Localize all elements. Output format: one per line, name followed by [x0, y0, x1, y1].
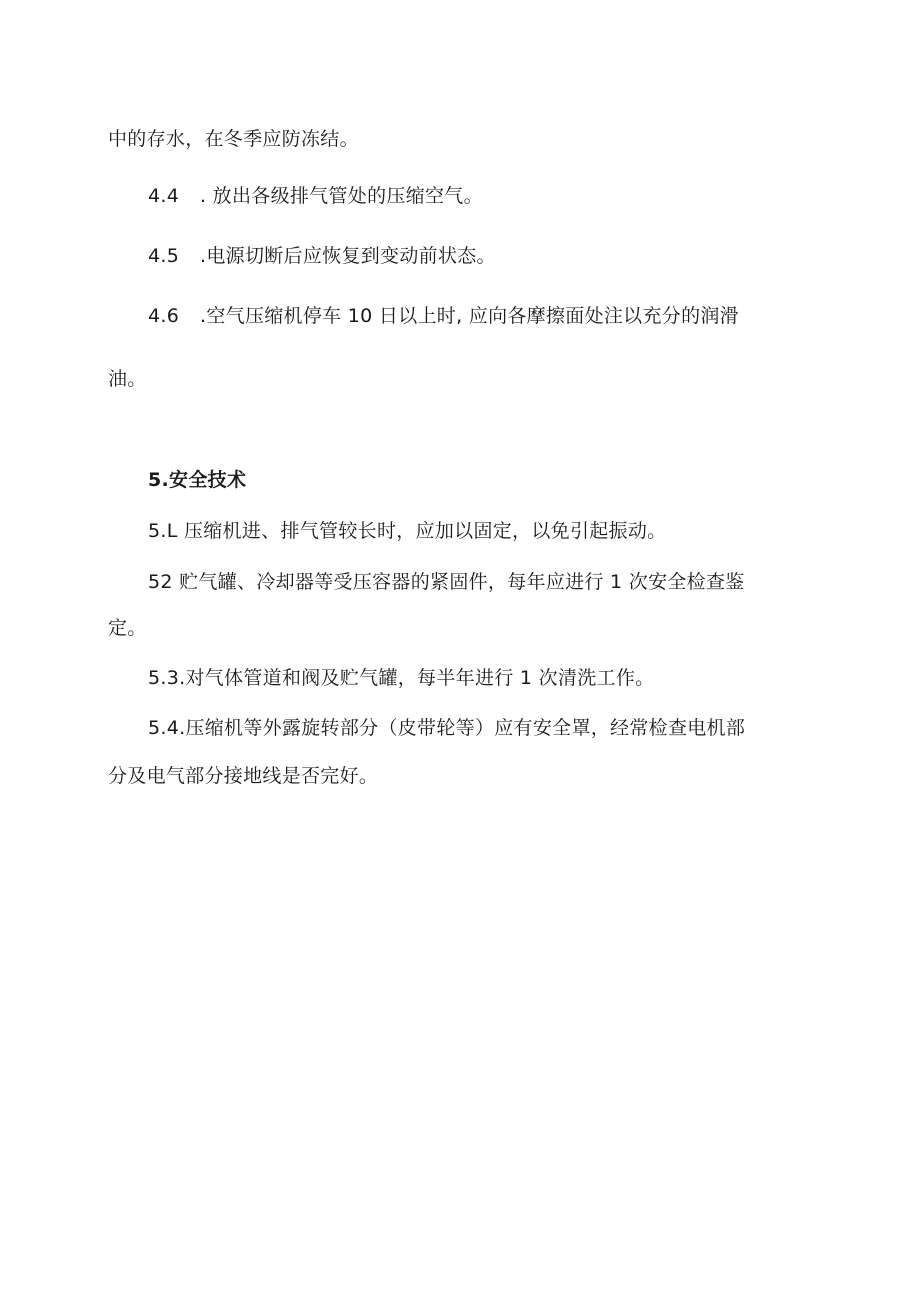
paragraph-continuation — [108, 127, 359, 151]
item-text: . 放出各级排气管处的压缩空气。 — [200, 185, 483, 207]
section-heading — [148, 468, 246, 492]
heading-text: 5.安全技术 — [148, 469, 247, 491]
item-text: .空气压缩机停车 10 日以上时, 应向各摩擦面处注以充分的润滑 — [200, 305, 739, 327]
item-5-3 — [148, 666, 654, 690]
text: 油。 — [108, 368, 147, 390]
item-4-6-continuation — [108, 367, 147, 391]
text: 分及电气部分接地线是否完好。 — [108, 765, 379, 787]
text: 中的存水，在冬季应防冻结。 — [108, 128, 359, 150]
item-text: 5.L 压缩机进、排气管较长时，应加以固定，以免引起振动。 — [148, 520, 667, 542]
item-number: 4.5 — [148, 245, 180, 267]
item-5-1 — [148, 519, 666, 543]
item-number: 4.4 — [148, 185, 180, 207]
item-4-4 — [148, 184, 483, 208]
item-4-5 — [148, 244, 496, 268]
item-text: 5.4.压缩机等外露旋转部分（皮带轮等）应有安全罩，经常检查电机部 — [148, 717, 746, 739]
item-5-4-continuation — [108, 764, 378, 788]
item-5-2-continuation — [108, 616, 147, 640]
text: 定。 — [108, 617, 147, 639]
item-number: 4.6 — [148, 305, 180, 327]
item-4-6 — [148, 304, 739, 328]
item-text: .电源切断后应恢复到变动前状态。 — [200, 245, 496, 267]
item-5-4 — [148, 716, 745, 740]
item-text: 52 贮气罐、冷却器等受压容器的紧固件，每年应进行 1 次安全检查鉴 — [148, 571, 745, 593]
item-5-2 — [148, 570, 745, 594]
item-text: 5.3.对气体管道和阀及贮气罐，每半年进行 1 次清洗工作。 — [148, 667, 655, 689]
